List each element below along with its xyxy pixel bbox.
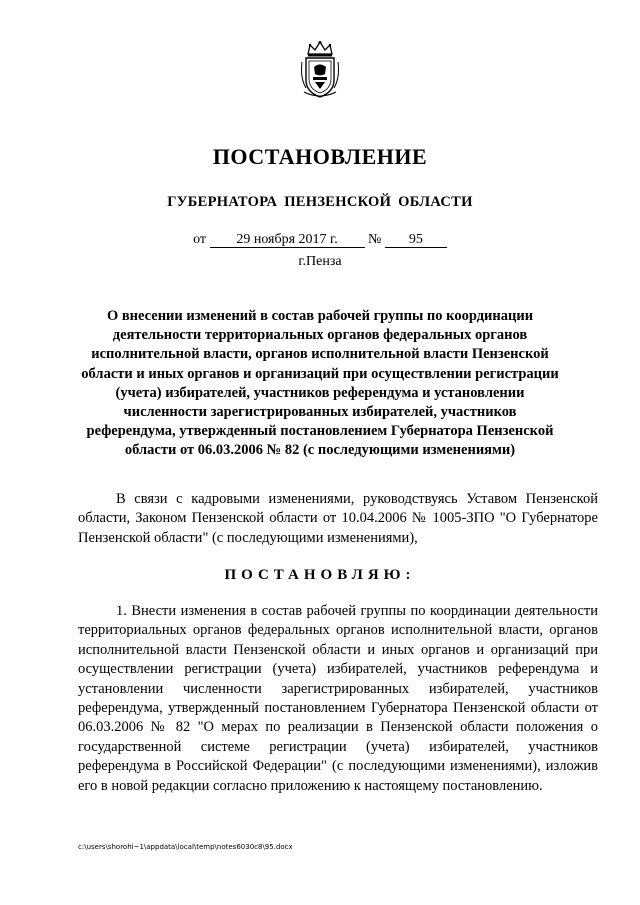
number-prefix: № [368,232,382,247]
document-title: ПОСТАНОВЛЕНИЕ [212,144,428,169]
date-number-line [0,232,640,248]
file-path-footer: c:\users\shorohi~1\appdata\local\temp\notes6030c8\95.docx [78,843,293,851]
document-subtitle: ГУБЕРНАТОРА ПЕНЗЕНСКОЙ ОБЛАСТИ [167,194,473,210]
preamble-paragraph: В связи с кадровыми изменениями, руководствуясь Уставом Пензенской области, Законом Пензенской области от 10.04.2006 № 1005-ЗПО "О Губернаторе Пензенской области" (с последующими изменениями), [78,491,598,546]
document-heading: О внесении изменений в состав рабочей группы по координации деятельности территориальных органов федеральных органов исполнительной власти, органов исполнительной власти Пензенской области и иных органов и организаций при осуществлении регистрации (учета) избирателей, участников референдума и установлении численности зарегистрированных избирателей, участников референдума, утвержденный постановлением Губернатора Пензенской области от 06.03.2006 № 82 (с последующими изменениями) [81,308,559,459]
document-city: г.Пенза [298,254,342,269]
document-number: 95 [385,232,447,248]
date-prefix: от [193,232,207,247]
resolve-heading: ПОСТАНОВЛЯЮ: [224,567,416,583]
clause-1-paragraph: 1. Внести изменения в состав рабочей группы по координации деятельности территориальных органов федеральных органов исполнительной власти, органов исполнительной власти Пензенской области и иных органов и организаций при осуществлении регистрации (учета) избирателей, участников референдума и установлении численности зарегистрированных избирателей, участников референдума, утвержденный постановлением Губернатора Пензенской области от 06.03.2006 № 82 "О мерах по реализации в Пензенской области положения о государственной системе регистрации (учета) избирателей, участников референдума в Российской Федерации" (с последующими изменениями), изложив его в новой редакции согласно приложению к настоящему постановлению. [78,603,598,794]
document-date: 29 ноября 2017 г. [210,232,365,248]
coat-of-arms-icon [299,40,341,100]
